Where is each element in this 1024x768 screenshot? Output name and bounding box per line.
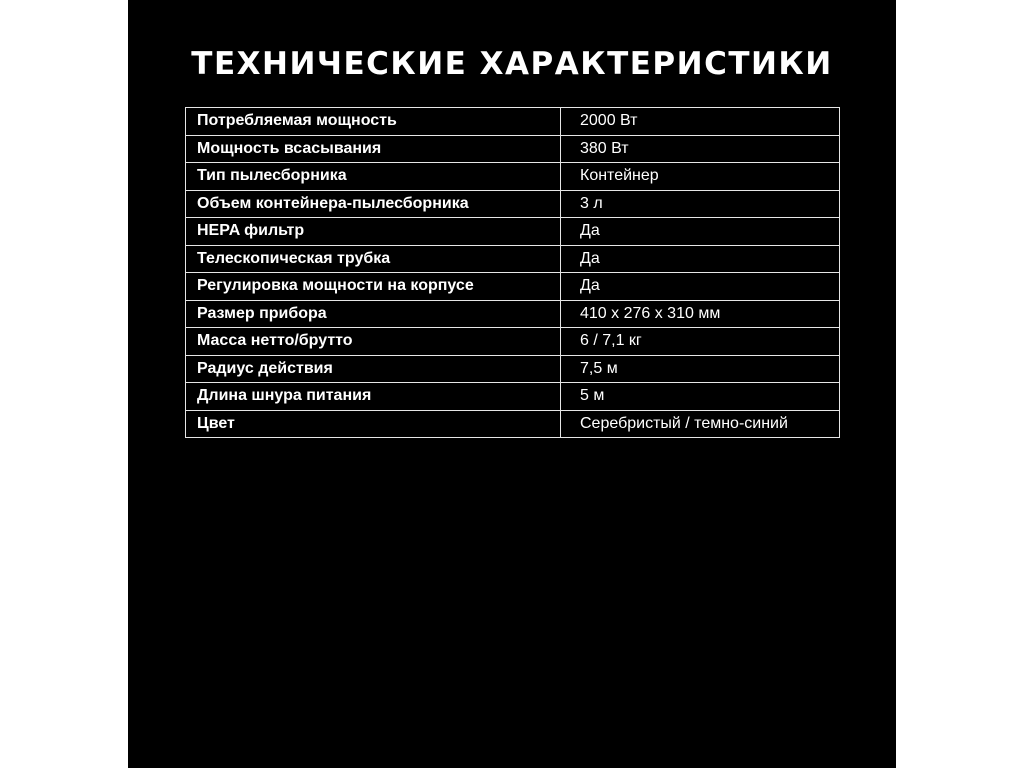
spec-label: Цвет [186,410,561,438]
spec-value: 6 / 7,1 кг [561,328,840,356]
spec-label: Мощность всасывания [186,135,561,163]
table-row [186,135,840,163]
table-row [186,328,840,356]
spec-value: Да [561,245,840,273]
spec-label: Телескопическая трубка [186,245,561,273]
spec-value: Серебристый / темно-синий [561,410,840,438]
table-row [186,245,840,273]
spec-label: Масса нетто/брутто [186,328,561,356]
table-row [186,108,840,136]
spec-value: Контейнер [561,163,840,191]
spec-label: Размер прибора [186,300,561,328]
spec-label: Потребляемая мощность [186,108,561,136]
table-row [186,218,840,246]
spec-sheet-panel [128,0,896,768]
spec-value: 7,5 м [561,355,840,383]
spec-value: 410 х 276 х 310 мм [561,300,840,328]
table-row [186,273,840,301]
spec-label: Длина шнура питания [186,383,561,411]
spec-value: Да [561,273,840,301]
spec-label: Радиус действия [186,355,561,383]
spec-value: 380 Вт [561,135,840,163]
spec-value: 5 м [561,383,840,411]
spec-label: HEPA фильтр [186,218,561,246]
table-row [186,355,840,383]
spec-value: Да [561,218,840,246]
table-row [186,383,840,411]
table-row [186,410,840,438]
spec-label: Тип пылесборника [186,163,561,191]
spec-label: Объем контейнера-пылесборника [186,190,561,218]
specs-table [185,107,840,438]
table-row [186,190,840,218]
page-title: ТЕХНИЧЕСКИЕ ХАРАКТЕРИСТИКИ [191,46,833,82]
table-row [186,163,840,191]
spec-label: Регулировка мощности на корпусе [186,273,561,301]
table-row [186,300,840,328]
spec-value: 2000 Вт [561,108,840,136]
spec-value: 3 л [561,190,840,218]
